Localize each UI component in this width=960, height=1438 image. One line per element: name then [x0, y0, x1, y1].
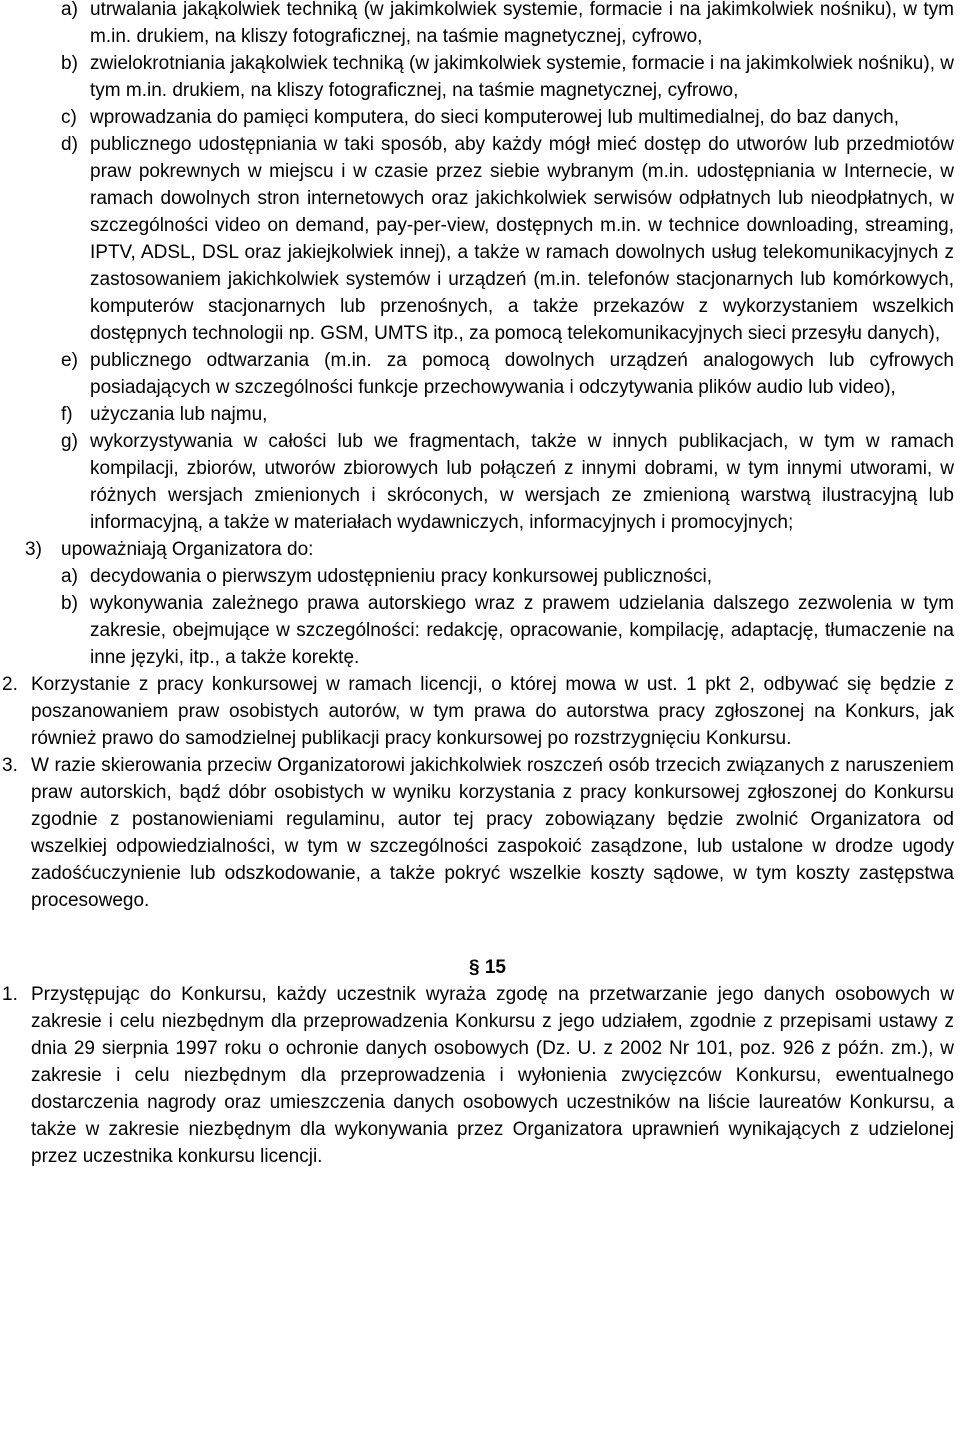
- item-label: b): [61, 53, 78, 74]
- item-text: zwielokrotniania jakąkolwiek techniką (w jakimkolwiek systemie, formacie i na jakimkolwiek nośniku), w tym m.in. drukiem, na kliszy fotograficznej, na taśmie magnetycznej, cyfrowo,: [90, 53, 954, 101]
- item-label: a): [61, 0, 78, 20]
- item-text: utrwalania jakąkolwiek techniką (w jakimkolwiek systemie, formacie i na jakimkolwiek nośniku), w tym m.in. drukiem, na kliszy fotograficznej, na taśmie magnetycznej, cyfrowo,: [90, 0, 954, 47]
- numbered-point: [0, 536, 954, 563]
- item-label: e): [61, 350, 78, 371]
- item-label: c): [61, 107, 77, 128]
- item-label: b): [61, 593, 78, 614]
- sub-item: [0, 401, 954, 428]
- item-label: g): [61, 431, 78, 452]
- item-label: 2.: [2, 674, 18, 695]
- numbered-section: [0, 981, 954, 1170]
- numbered-section: [0, 671, 954, 752]
- sub-item: [0, 347, 954, 401]
- item-label: f): [61, 404, 73, 425]
- sub-item: [0, 590, 954, 671]
- item-label: 3.: [2, 755, 18, 776]
- item-text: Korzystanie z pracy konkursowej w ramach licencji, o której mowa w ust. 1 pkt 2, odbywać się będzie z poszanowaniem praw osobistych autorów, w tym prawa do autorstwa pracy zgłoszonej na Konkurs, jak również prawo do samodzielnej publikacji pracy konkursowej po rozstrzygnięciu Konkursu.: [31, 674, 954, 749]
- bottom-list: [0, 981, 960, 1170]
- item-text: W razie skierowania przeciw Organizatorowi jakichkolwiek roszczeń osób trzecich związanych z naruszeniem praw autorskich, bądź dóbr osobistych w wyniku korzystania z pracy konkursowej zgłoszonej do Konkursu zgodnie z postanowieniami regulaminu, autor tej pracy zobowiązany będzie zwolnić Organizatora od wszelkiej odpowiedzialności, w tym w szczególności zaspokoić zasądzone, lub ustalone w drodze ugody zadośćuczynienie lub odszkodowanie, a także pokryć wszelkie koszty sądowe, w tym koszty zastępstwa procesowego.: [31, 755, 954, 911]
- item-text: użyczania lub najmu,: [90, 404, 268, 425]
- sub-item: [0, 104, 954, 131]
- sub-item: [0, 428, 954, 536]
- item-label: 1.: [2, 984, 18, 1005]
- item-text: wprowadzania do pamięci komputera, do sieci komputerowej lub multimedialnej, do baz danych,: [90, 107, 899, 128]
- section-heading: [0, 954, 960, 981]
- item-text: upoważniają Organizatora do:: [61, 539, 314, 560]
- section-heading-text: § 15: [469, 957, 506, 978]
- sub-item: [0, 0, 954, 50]
- item-text: decydowania o pierwszym udostępnieniu pracy konkursowej publiczności,: [90, 566, 713, 587]
- sub-item: [0, 50, 954, 104]
- item-text: publicznego odtwarzania (m.in. za pomocą dowolnych urządzeń analogowych lub cyfrowych posiadających w szczególności funkcje przechowywania i odczytywania plików audio lub video),: [90, 350, 954, 398]
- item-text: publicznego udostępniania w taki sposób, aby każdy mógł mieć dostęp do utworów lub przedmiotów praw pokrewnych w miejscu i w czasie przez siebie wybranym (m.in. udostępniania w Internecie, w ramach dowolnych stron internetowych oraz jakichkolwiek serwisów odpłatnych lub nieodpłatnych, w szczególności video on demand, pay-per-view, dostępnych m.in. w technice downloading, streaming, IPTV, ADSL, DSL oraz jakiejkolwiek innej), a także w ramach dowolnych usług telekomunikacyjnych z zastosowaniem jakichkolwiek systemów i urządzeń (m.in. telefonów stacjonarnych lub komórkowych, komputerów stacjonarnych lub przenośnych, a także przekazów z wykorzystaniem wszelkich dostępnych technologii np. GSM, UMTS itp., za pomocą telekomunikacyjnych sieci przesyłu danych),: [90, 134, 954, 344]
- item-text: Przystępując do Konkursu, każdy uczestnik wyraża zgodę na przetwarzanie jego danych osobowych w zakresie i celu niezbędnym dla przeprowadzenia Konkursu z jego udziałem, zgodnie z przepisami ustawy z dnia 29 sierpnia 1997 roku o ochronie danych osobowych (Dz. U. z 2002 Nr 101, poz. 926 z późn. zm.), w zakresie i celu niezbędnym dla przeprowadzenia i wyłonienia zwycięzców Konkursu, ewentualnego dostarczenia nagrody oraz umieszczenia danych osobowych uczestników na liście laureatów Konkursu, a także w zakresie niezbędnym dla wykonywania przez Organizatora uprawnień wynikających z udzielonej przez uczestnika konkursu licencji.: [31, 984, 954, 1167]
- item-text: wykorzystywania w całości lub we fragmentach, także w innych publikacjach, w tym w ramach kompilacji, zbiorów, utworów zbiorowych lub połączeń z innymi dobrami, w tym innymi utworami, w różnych wersjach zmienionych i skróconych, w wersjach ze zmienioną warstwą ilustracyjną lub informacyjną, a także w materiałach wydawniczych, informacyjnych i promocyjnych;: [90, 431, 954, 533]
- section-gap: [0, 914, 960, 954]
- sub-item: [0, 131, 954, 347]
- item-label: 3): [25, 539, 42, 560]
- sub-item: [0, 563, 954, 590]
- item-label: a): [61, 566, 78, 587]
- item-label: d): [61, 134, 78, 155]
- numbered-section: [0, 752, 954, 914]
- item-text: wykonywania zależnego prawa autorskiego wraz z prawem udzielania dalszego zezwolenia w tym zakresie, obejmujące w szczególności: redakcję, opracowanie, kompilację, adaptację, tłumaczenie na inne języki, itp., a także korektę.: [90, 593, 954, 668]
